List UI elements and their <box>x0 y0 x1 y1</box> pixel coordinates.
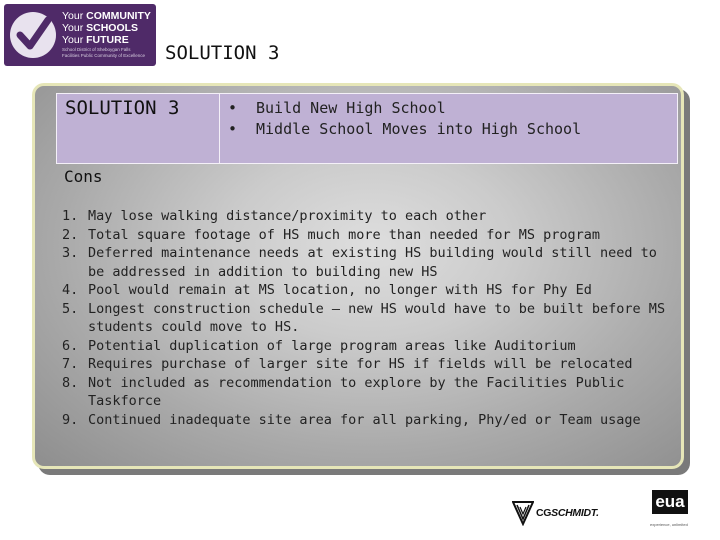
item-text: Longest construction schedule – new HS would have to be built before MS students could move to HS. <box>88 300 666 335</box>
item-text: Pool would remain at MS location, no longer with HS for Phy Ed <box>88 282 592 298</box>
item-number: 6. <box>62 337 79 354</box>
list-item <box>62 244 674 281</box>
eua-logo: eua <box>652 490 688 514</box>
item-text: Total square footage of HS much more than needed for MS program <box>88 226 601 243</box>
item-number: 1. <box>62 208 79 224</box>
item-text: Potential duplication of large program areas like Auditorium <box>88 337 576 354</box>
solution-bullets <box>220 94 677 163</box>
bullet-icon: • <box>228 99 238 117</box>
logo-text: Your COMMUNITY Your SCHOOLS Your FUTURE <box>62 10 151 46</box>
cgschmidt-logo <box>512 500 599 526</box>
list-item <box>62 207 674 226</box>
list-item <box>62 337 674 356</box>
list-item <box>62 374 674 411</box>
logo-small-text: School District of Sheboygan Falls Facilities Public Community of Excellence <box>62 47 146 58</box>
list-item <box>62 300 674 337</box>
item-text: Not included as recommendation to explore by the Facilities Public Taskforce <box>88 374 625 409</box>
item-number: 5. <box>62 300 79 317</box>
item-number: 3. <box>62 245 79 261</box>
bullet-item <box>228 119 677 140</box>
list-item <box>62 411 674 430</box>
page-title: SOLUTION 3 <box>165 42 280 64</box>
solution-header-table <box>56 93 678 164</box>
item-number: 7. <box>62 356 79 372</box>
cons-list <box>62 207 674 429</box>
check-circle-icon <box>10 12 56 58</box>
eua-tagline: experience, unlimited <box>650 522 688 527</box>
list-item <box>62 226 674 245</box>
item-text: Requires purchase of larger site for HS if fields will be relocated <box>88 356 633 372</box>
bullet-text: Build New High School <box>256 99 446 117</box>
list-item <box>62 355 674 374</box>
community-logo <box>4 4 156 66</box>
item-number: 2. <box>62 226 79 243</box>
item-text: May lose walking distance/proximity to each other <box>88 208 487 224</box>
cgschmidt-wordmark: CGSCHMIDT. <box>536 507 599 519</box>
cons-heading: Cons <box>64 167 103 186</box>
bullet-text: Middle School Moves into High School <box>256 120 582 138</box>
item-text: Deferred maintenance needs at existing HS building would still need to be addressed in addition to building new HS <box>88 245 657 280</box>
cgschmidt-mark-icon <box>512 500 534 526</box>
bullet-item <box>228 98 677 119</box>
bullet-icon: • <box>228 120 238 138</box>
item-number: 9. <box>62 411 79 428</box>
item-text: Continued inadequate site area for all parking, Phy/ed or Team usage <box>88 411 641 428</box>
list-item <box>62 281 674 300</box>
item-number: 4. <box>62 282 79 298</box>
item-number: 8. <box>62 374 79 391</box>
solution-label: SOLUTION 3 <box>57 94 220 163</box>
